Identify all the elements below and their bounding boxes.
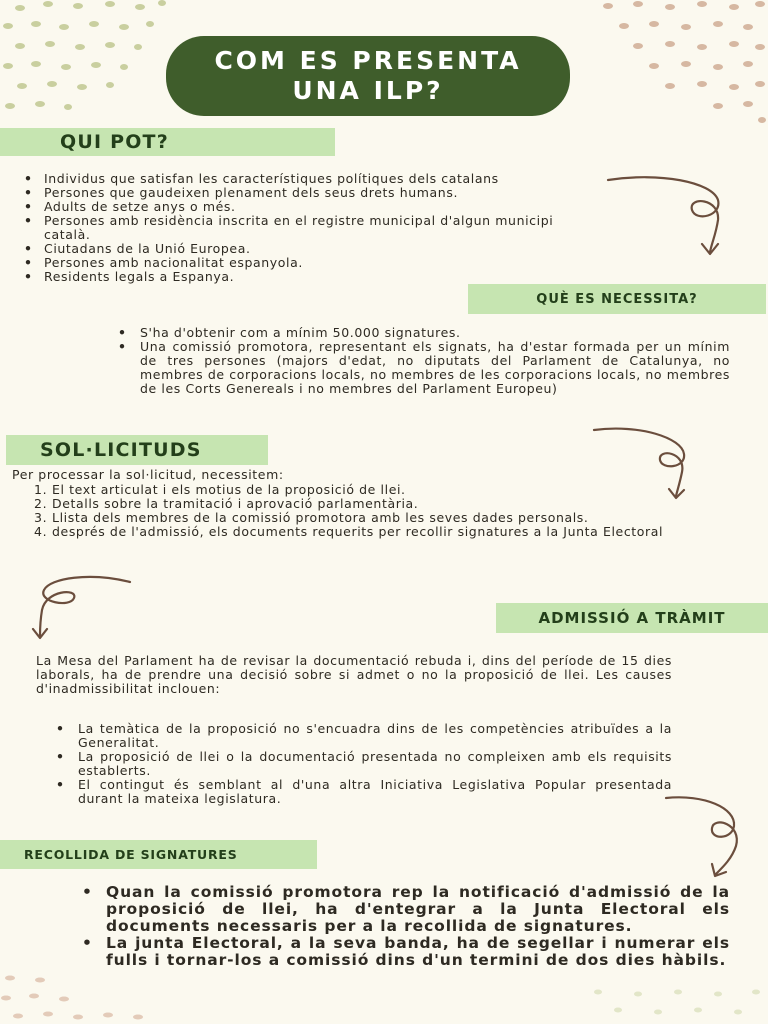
list-item: Detalls sobre la tramitació i aprovació parlamentària. [52, 496, 419, 511]
curly-arrow-icon [30, 572, 140, 644]
section-heading-que-es-necessita [468, 284, 766, 314]
decorative-dots-bottom-right [578, 984, 768, 1024]
que-es-necessita-list [118, 326, 730, 396]
recollida-list [82, 884, 730, 969]
list-item: Llista dels membres de la comissió promotora amb les seves dades personals. [52, 510, 589, 525]
list-item: després de l'admissió, els documents requerits per recollir signatures a la Junta Electoral [52, 524, 664, 539]
decorative-dots-top-left [0, 0, 170, 115]
decorative-dots-bottom-left [0, 968, 150, 1024]
list-item: • Una comissió promotora, representant els signats, ha d'estar formada per un mínim de tres persones (majors d'edat, no diputats del Parlament de Catalunya, no membres de corporacions locals, no membres de les corporacions locals, no membres de les Corts Genereals i no membres del Parlament Europeu) [118, 340, 730, 396]
list-item: • Persones amb nacionalitat espanyola. [24, 256, 594, 270]
list-item: • La proposició de llei o la documentació presentada no compleixen amb els requisits establerts. [56, 750, 672, 778]
list-item: • Persones amb residència inscrita en el registre municipal d'algun municipi català. [24, 214, 594, 242]
list-item: • Individus que satisfan les característiques polítiques dels catalans [24, 172, 594, 186]
section-heading-admissio-label: ADMISSIÓ A TRÀMIT [538, 609, 726, 627]
section-heading-sollicituds-label: SOL·LICITUDS [40, 439, 202, 461]
decorative-dots-top-right [588, 0, 768, 125]
page-title-line-2: UNA ILP? [292, 76, 444, 105]
section-heading-qui-pot [0, 128, 335, 156]
curly-arrow-icon [660, 790, 760, 882]
qui-pot-list [24, 172, 594, 284]
section-heading-sollicituds [6, 435, 268, 465]
list-item: • S'ha d'obtenir com a mínim 50.000 signatures. [118, 326, 730, 340]
page-title [166, 36, 570, 116]
section-heading-qui-pot-label: QUI POT? [60, 131, 169, 153]
sollicituds-intro: Per processar la sol·licitud, necessitem: [12, 467, 284, 482]
list-item: • Residents legals a Espanya. [24, 270, 594, 284]
list-item: • La temàtica de la proposició no s'encuadra dins de les competències atribuïdes a la Generalitat. [56, 722, 672, 750]
list-item: • Persones que gaudeixen plenament dels seus drets humans. [24, 186, 594, 200]
page-title-line-1: COM ES PRESENTA [214, 46, 522, 75]
list-item: • Adults de setze anys o més. [24, 200, 594, 214]
list-item: • Quan la comissió promotora rep la notificació d'admissió de la proposició de llei, ha d'entegrar a la Junta Electoral els documents necessaris per a la recollida de signatures. [82, 884, 730, 935]
list-item: • El contingut és semblant al d'una altra Iniciativa Legislativa Popular presentada durant la mateixa legislatura. [56, 778, 672, 806]
curly-arrow-icon [600, 170, 730, 260]
section-heading-que-es-necessita-label: QUÈ ES NECESSITA? [536, 291, 698, 307]
section-heading-recollida-label: RECOLLIDA DE SIGNATURES [24, 847, 238, 862]
section-heading-recollida [0, 840, 317, 869]
list-item: • Ciutadans de la Unió Europea. [24, 242, 594, 256]
list-item: El text articulat i els motius de la proposició de llei. [52, 482, 406, 497]
list-item: • La junta Electoral, a la seva banda, ha de segellar i numerar els fulls i tornar-los a comissió dins d'un termini de dos dies hàbils. [82, 935, 730, 969]
section-heading-admissio [496, 603, 768, 633]
sollicituds-list [34, 483, 758, 539]
admissio-list [56, 722, 672, 806]
admissio-paragraph: La Mesa del Parlament ha de revisar la documentació rebuda i, dins del període de 15 dies laborals, ha de prendre una decisió sobre si admet o no la proposició de llei. Les causes d'inadmissibilitat inclouen: [36, 653, 672, 696]
